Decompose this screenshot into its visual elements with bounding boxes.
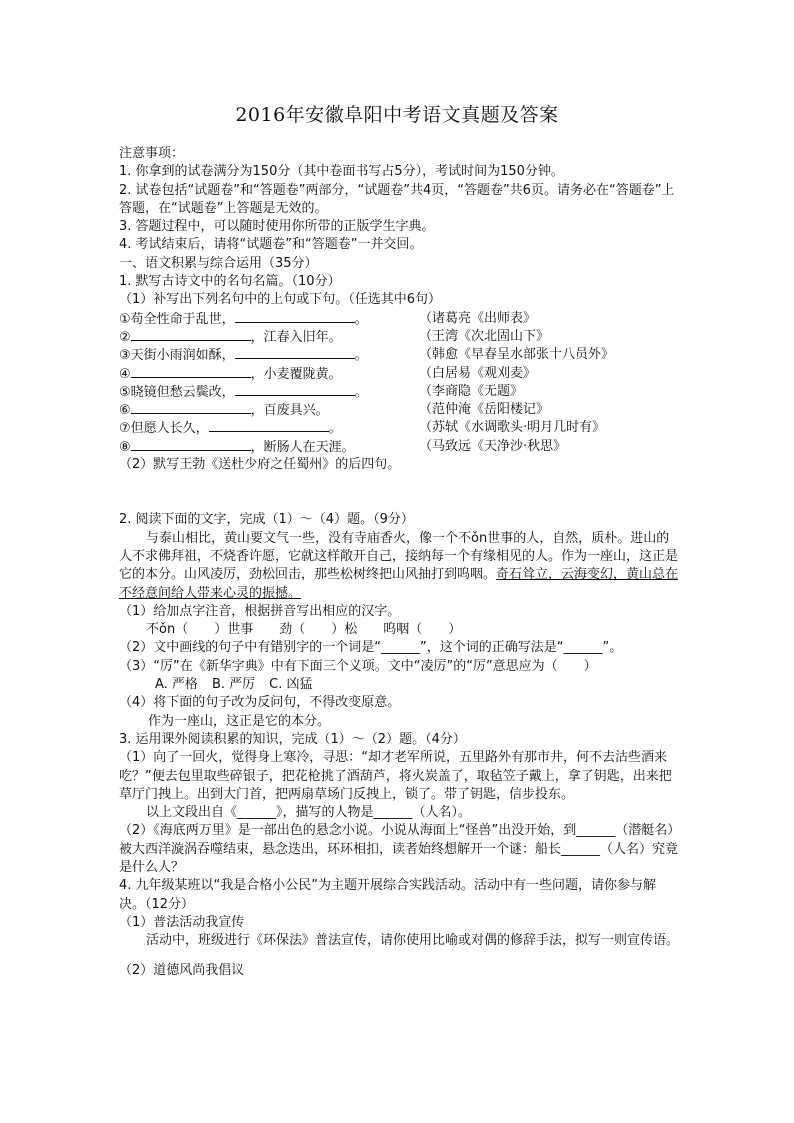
q2-s1-items: 不ǒn（ ）世事 劲（ ）松 呜咽（ ） — [146, 622, 462, 638]
q1-sub1: （1）补写出下列名句中的上句或下句。（任选其中6句） — [119, 292, 442, 308]
answer-blank[interactable] — [131, 401, 251, 414]
verse-line-5: ⑤晓镜但愁云鬓改， 。 （李商隐《无题》 — [119, 383, 679, 401]
notice-4: 4. 考试结束后，请将“试题卷”和“答题卷”一并交回。 — [119, 237, 423, 253]
answer-blank[interactable] — [235, 346, 355, 359]
verse-line-1: ①苟全性命于乱世， 。 （诸葛亮《出师表》 — [119, 310, 679, 328]
option-c[interactable]: C. 凶猛 — [269, 677, 313, 693]
q4-heading: 4. 九年级某班以“我是合格小公民”为主题开展综合实践活动。活动中有一些问题，请你参与解决。（12分） — [119, 878, 657, 912]
verse-source: （苏轼《水调歌头·明月几时有》 — [419, 420, 606, 436]
q3-p2: （2）《海底两万里》是一部出色的悬念小说。小说从海面上“怪兽”出没开始，到______（潜艇名）被大西洋漩涡吞噬结束，悬念迭出，环环相扣，读者始终想解开一个谜：船长______（人名）究竟是什么人？ — [119, 823, 679, 875]
verse-text: ①苟全性命于乱世， — [119, 311, 235, 327]
answer-blank[interactable] — [235, 383, 355, 396]
q2-s1: （1）给加点字注音，根据拼音写出相应的汉字。 — [119, 603, 401, 619]
q2-s4-sentence: 作为一座山，这正是它的本分。 — [148, 713, 331, 729]
answer-blank[interactable] — [209, 419, 329, 432]
q4-s1-text: 活动中，班级进行《环保法》普法宣传，请你使用比喻或对偶的修辞手法，拟写一则宣传语。 — [146, 933, 680, 949]
verse-text: ，百废具兴。 — [250, 403, 329, 419]
notice-2: 2. 试卷包括“试题卷”和“答题卷”两部分，“试题卷”共4页，“答题卷”共6页。请务必在“答题卷”上答题，在“试题卷”上答题是无效的。 — [119, 182, 675, 216]
q2-passage: 与泰山相比，黄山要文气一些，没有寺庙香火，像一个不ǒn世事的人，自然，质朴。进山的人不求佛拜祖，不烧香许愿，它就这样敞开自己，接纳每一个有缘相见的人。作为一座山，这正是它的本分。山风凌厉，劲松回击，那些松树终把山风抽打到呜咽。奇石耸立，云海变幻，黄山总在不经意间给人带来心灵的振撼。 — [119, 530, 679, 601]
verse-text: ⑦但愿人长久， — [119, 421, 209, 437]
verse-source: （韩愈《早春呈水部张十八员外》 — [419, 347, 615, 363]
q2-s3: （3）“厉”在《新华字典》中有下面三个义项。文中“凌厉”的“厉”意思应为（ ） — [119, 658, 597, 674]
verse-source: （马致远《天净沙·秋思》 — [419, 438, 567, 454]
answer-blank[interactable] — [235, 310, 355, 323]
answer-blank[interactable] — [131, 365, 251, 378]
q4-s1: （1）普法活动我宣传 — [119, 914, 245, 930]
option-a[interactable]: A. 严格 — [155, 677, 198, 693]
option-b[interactable]: B. 严厉 — [211, 677, 256, 693]
notice-1: 1. 你拿到的试卷满分为150分（其中卷面书写占5分），考试时间为150分钟。 — [119, 164, 564, 180]
q1-heading: 1. 默写古诗文中的名句名篇。（10分） — [119, 274, 341, 290]
answer-space — [119, 474, 679, 511]
verse-text: ⑤晓镜但愁云鬓改， — [119, 384, 235, 400]
verse-line-8: ⑧ ，断肠人在天涯。 （马致远《天净沙·秋思》 — [119, 438, 679, 456]
verse-source: （白居易《观刈麦》 — [419, 365, 537, 381]
verse-text: ，断肠人在天涯。 — [250, 439, 355, 455]
q2-s3-options — [119, 676, 679, 694]
notice-3: 3. 答题过程中，可以随时使用你所带的正版学生字典。 — [119, 219, 435, 235]
answer-blank[interactable] — [131, 328, 251, 341]
answer-blank[interactable] — [131, 438, 251, 451]
section-1-heading: 一、语文积累与综合运用（35分） — [119, 255, 318, 271]
verse-line-3: ③天街小雨润如酥， 。 （韩愈《早春呈水部张十八员外》 — [119, 346, 679, 364]
q3-heading: 3. 运用课外阅读积累的知识，完成（1）～（2）题。（4分） — [119, 731, 466, 747]
q2-s4: （4）将下面的句子改为反问句，不得改变原意。 — [119, 695, 401, 711]
verse-source: （李商隐《无题》 — [419, 383, 524, 399]
exam-content — [119, 145, 679, 981]
verse-line-6: ⑥ ，百废具兴。 （范仲淹《岳阳楼记》 — [119, 401, 679, 419]
verse-line-4: ④ ，小麦覆陇黄。 （白居易《观刈麦》 — [119, 365, 679, 383]
verse-source: （诸葛亮《出师表》 — [419, 310, 537, 326]
page-title: 2016年安徽阜阳中考语文真题及答案 — [235, 104, 559, 126]
verse-text: ③天街小雨润如酥， — [119, 348, 235, 364]
q1-sub2: （2）默写王勃《送杜少府之任蜀州》的后四句。 — [119, 457, 401, 473]
underlined-sentence: 奇石耸立，云海变幻，黄山总在不经意间给人带来心灵的振撼。 — [119, 567, 679, 601]
q4-s2: （2）道德风尚我倡议 — [119, 963, 245, 979]
verse-text: ，江春入旧年。 — [250, 329, 342, 345]
verse-line-7: ⑦但愿人长久， 。 （苏轼《水调歌头·明月几时有》 — [119, 419, 679, 437]
verse-line-2: ② ，江春入旧年。 （王湾《次北固山下》 — [119, 328, 679, 346]
q3-p1: （1）向了一回火，觉得身上寒冷，寻思：“却才老军所说，五里路外有那市井，何不去沽些酒来吃？”便去包里取些碎银子，把花枪挑了酒葫芦，将火炭盖了，取毡笠子戴上，拿了钥匙，出来把草厅门拽上。出到大门首，把两扇草场门反拽上，锁了。带了钥匙，信步投东。 — [119, 750, 672, 802]
q3-p1-question: 以上文段出自《______》，描写的人物是______（人名）。 — [146, 805, 472, 821]
verse-source: （王湾《次北固山下》 — [419, 328, 550, 344]
notice-heading: 注意事项： — [119, 146, 185, 161]
q2-s2: （2）文中画线的句子中有错别字的一个词是“______”，这个词的正确写法是“______”。 — [119, 640, 623, 656]
verse-source: （范仲淹《岳阳楼记》 — [419, 402, 550, 418]
q2-heading: 2. 阅读下面的文字，完成（1）～（4）题。（9分） — [119, 512, 414, 528]
verse-text: ，小麦覆陇黄。 — [250, 366, 342, 382]
